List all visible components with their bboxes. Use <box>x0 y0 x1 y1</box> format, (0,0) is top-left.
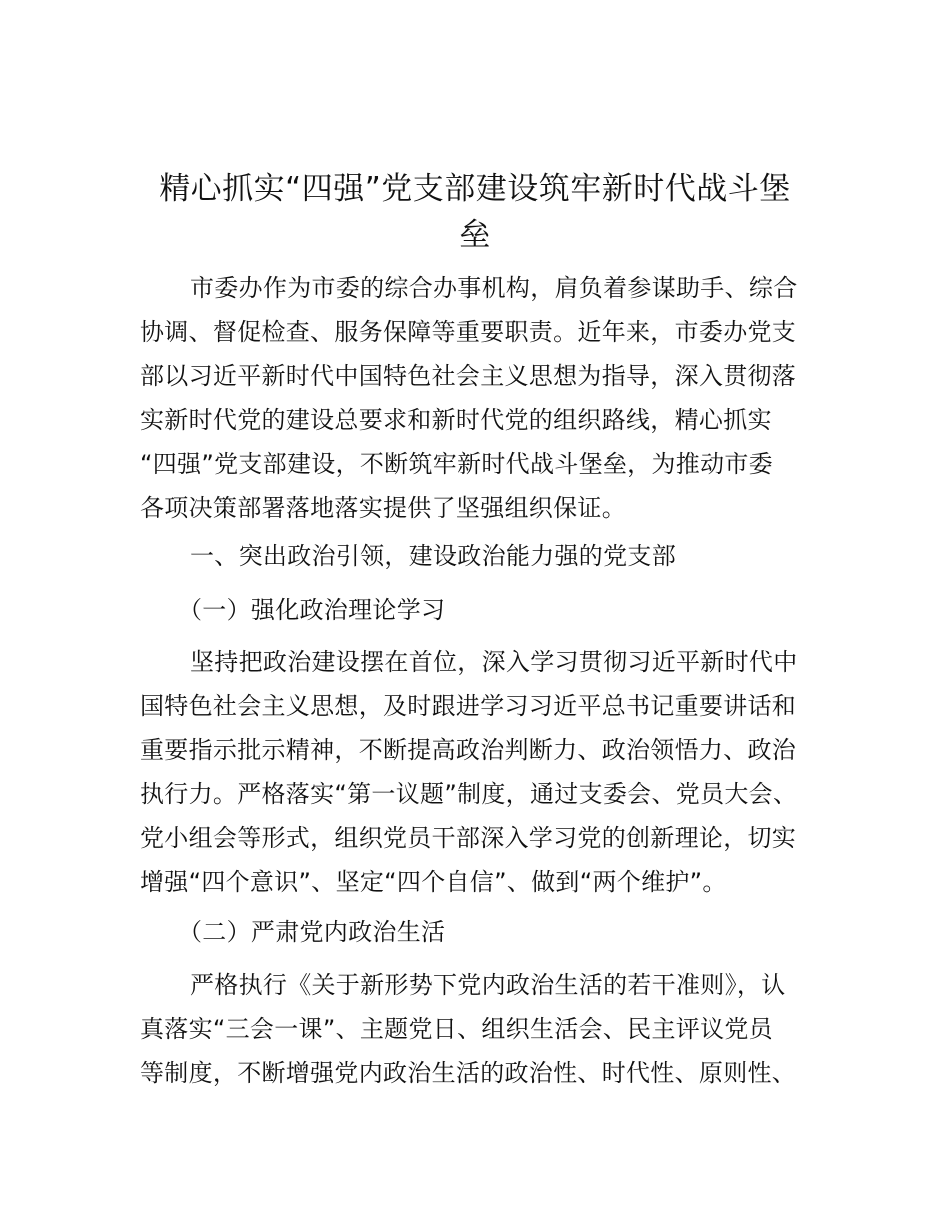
subsection-1-heading-text: （一）强化政治理论学习 <box>178 596 446 624</box>
section-1-heading-text: 一、突出政治引领，建设政治能力强的党支部 <box>190 542 676 570</box>
title-line-2: 垒 <box>459 217 491 253</box>
document-title <box>140 166 810 258</box>
subsection-1-paragraph <box>140 640 820 904</box>
intro-line-2: 协调、督促检查、服务保障等重要职责。近年来，市委办党支 <box>140 318 797 346</box>
section-1-heading <box>140 534 820 578</box>
sub2-line-3: 等制度，不断增强党内政治生活的政治性、时代性、原则性、 <box>140 1059 797 1087</box>
intro-line-5: “四强”党支部建设，不断筑牢新时代战斗堡垒，为推动市委 <box>140 450 773 478</box>
intro-line-3: 部以习近平新时代中国特色社会主义思想为指导，深入贯彻落 <box>140 362 797 390</box>
sub1-line-5: 党小组会等形式，组织党员干部深入学习党的创新理论，切实 <box>140 824 797 852</box>
sub1-line-3: 重要指示批示精神，不断提高政治判断力、政治领悟力、政治 <box>140 736 797 764</box>
intro-paragraph <box>140 266 820 530</box>
intro-line-6: 各项决策部署落地落实提供了坚强组织保证。 <box>140 494 626 522</box>
subsection-2-heading <box>140 910 820 954</box>
sub1-line-4: 执行力。严格落实“第一议题”制度，通过支委会、党员大会、 <box>140 780 798 808</box>
subsection-2-heading-text: （二）严肃党内政治生活 <box>178 918 446 946</box>
sub1-line-6: 增强“四个意识”、坚定“四个自信”、做到“两个维护”。 <box>140 868 727 896</box>
sub1-line-1: 坚持把政治建设摆在首位，深入学习贯彻习近平新时代中 <box>190 648 798 676</box>
sub1-line-2: 国特色社会主义思想，及时跟进学习习近平总书记重要讲话和 <box>140 692 797 720</box>
subsection-1-heading <box>140 588 820 632</box>
sub2-line-1: 严格执行《关于新形势下党内政治生活的若干准则》，认 <box>190 971 786 999</box>
subsection-2-paragraph <box>140 963 820 1095</box>
intro-line-4: 实新时代党的建设总要求和新时代党的组织路线，精心抓实 <box>140 406 772 434</box>
title-line-1: 精心抓实“四强”党支部建设筑牢新时代战斗堡 <box>159 171 791 207</box>
intro-line-1: 市委办作为市委的综合办事机构，肩负着参谋助手、综合 <box>190 274 798 302</box>
sub2-line-2: 真落实“三会一课”、主题党日、组织生活会、民主评议党员 <box>140 1015 773 1043</box>
